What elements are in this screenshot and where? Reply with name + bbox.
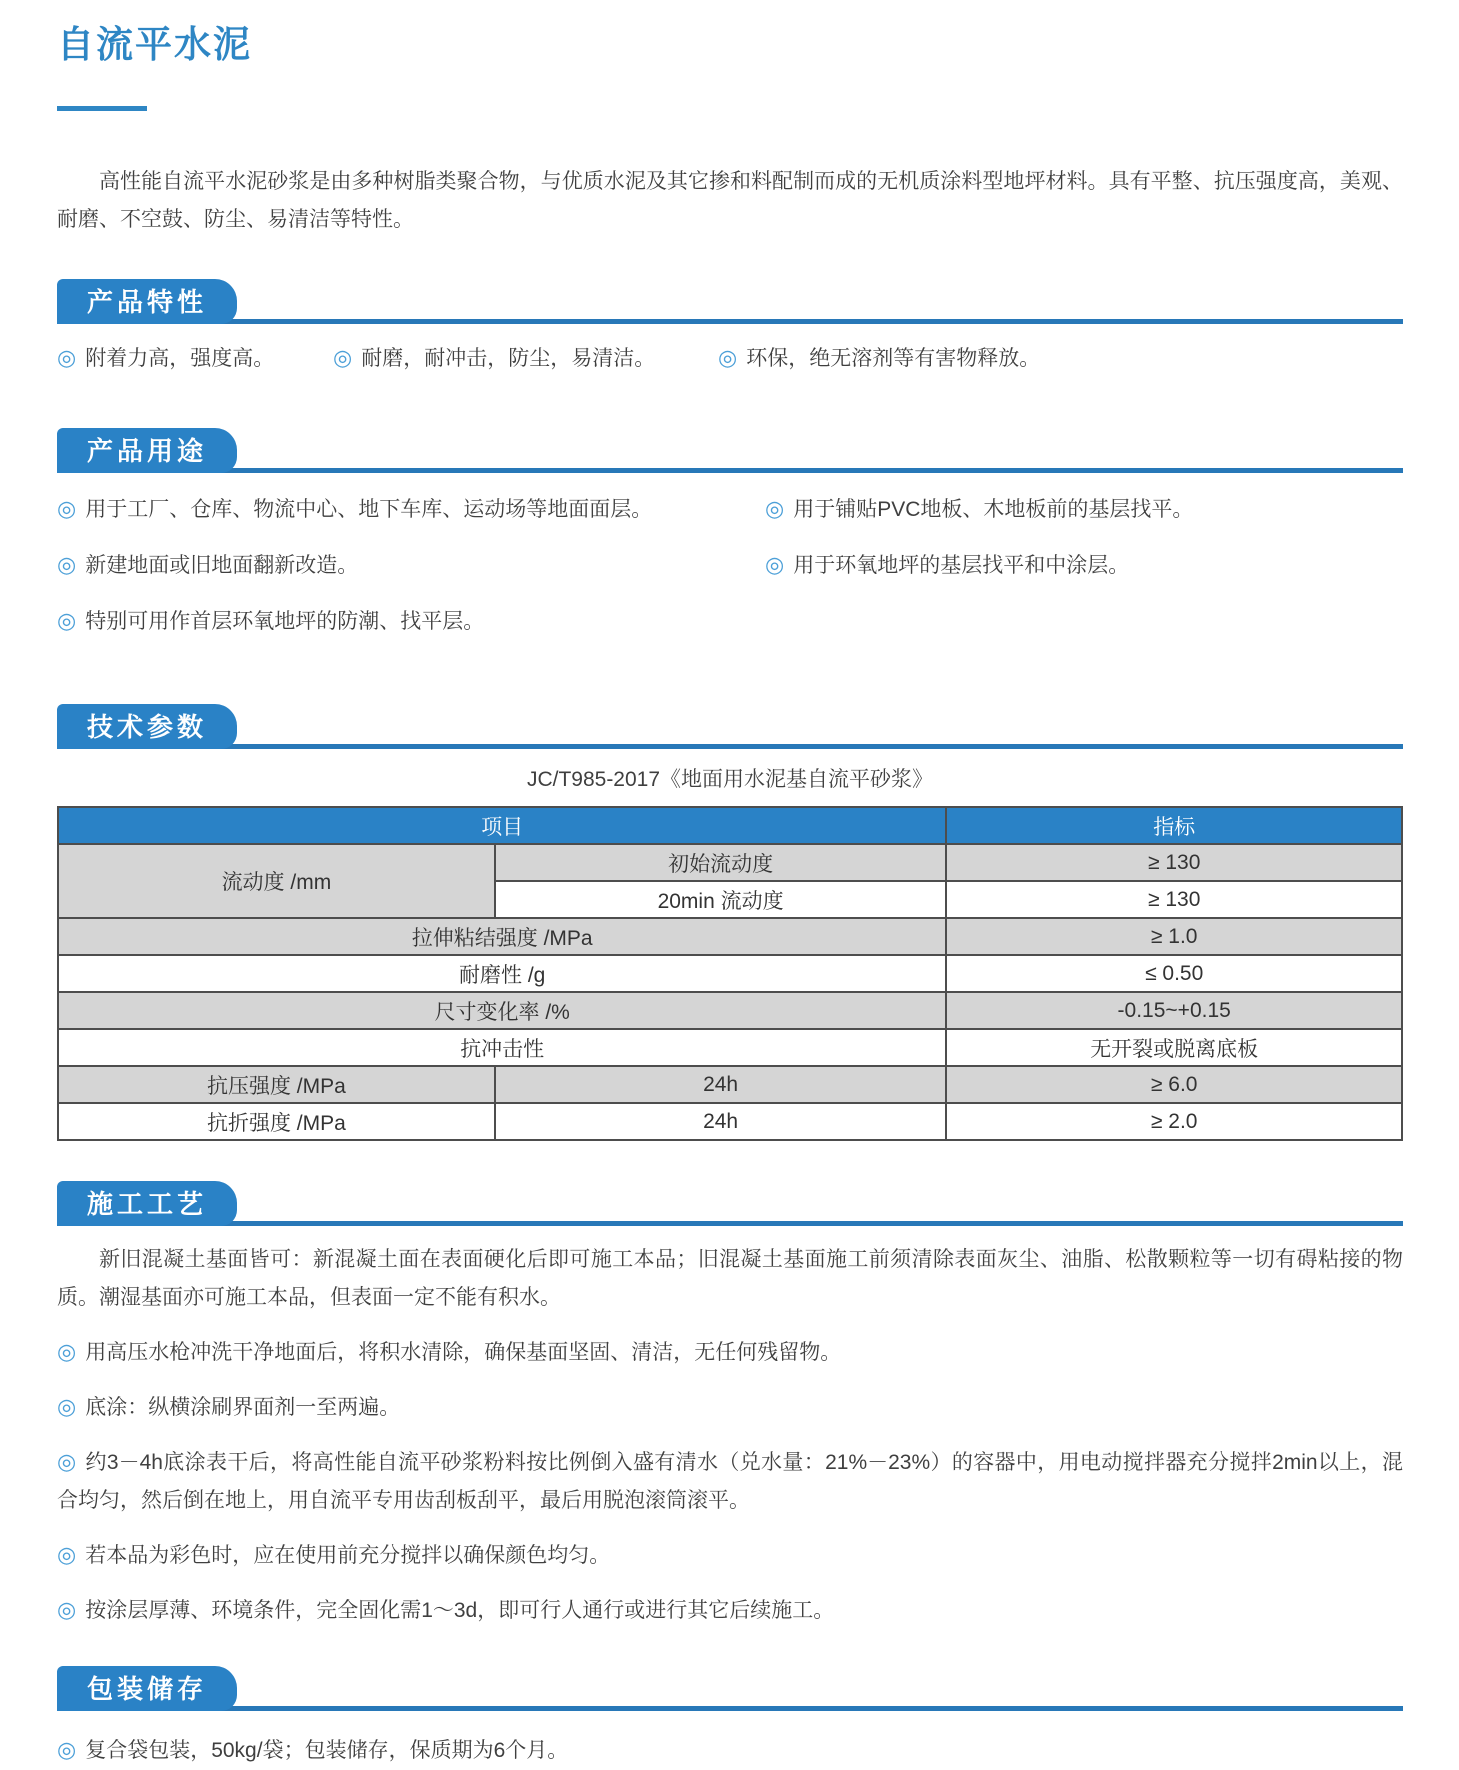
document-page xyxy=(57,0,1403,1770)
bullet-icon: ◎ xyxy=(57,1449,77,1474)
list-item xyxy=(57,602,765,641)
section-header-packaging xyxy=(57,1666,1403,1711)
table-header-index: 指标 xyxy=(946,807,1402,844)
cell-label: 抗冲击性 xyxy=(58,1029,946,1066)
list-item xyxy=(57,1536,1403,1575)
list-item xyxy=(57,1591,1403,1630)
bullet-icon: ◎ xyxy=(57,608,77,633)
bullet-icon: ◎ xyxy=(57,1737,77,1762)
cell-value: ≥ 1.0 xyxy=(946,918,1402,955)
cell-value: ≥ 130 xyxy=(946,881,1402,918)
list-item xyxy=(57,1388,1403,1427)
section-header-uses xyxy=(57,428,1403,473)
cell-label: 20min 流动度 xyxy=(495,881,947,918)
table-row xyxy=(58,992,1402,1029)
bullet-icon: ◎ xyxy=(57,1339,77,1364)
list-item xyxy=(57,490,765,529)
list-item xyxy=(57,1731,1403,1770)
list-item-text: 用于环氧地坪的基层找平和中涂层。 xyxy=(793,554,1130,577)
section-tab-process: 施工工艺 xyxy=(57,1181,237,1226)
list-item-text: 环保，绝无溶剂等有害物释放。 xyxy=(746,347,1041,370)
section-header-features xyxy=(57,279,1403,324)
cell-label: 耐磨性 /g xyxy=(58,955,946,992)
bullet-icon: ◎ xyxy=(57,1542,77,1567)
bullet-icon: ◎ xyxy=(718,345,738,370)
bullet-icon: ◎ xyxy=(765,496,785,521)
list-item-text: 底涂：纵横涂刷界面剂一至两遍。 xyxy=(85,1396,401,1419)
list-item-text: 特别可用作首层环氧地坪的防潮、找平层。 xyxy=(85,610,485,633)
spec-table-caption: JC/T985-2017《地面用水泥基自流平砂浆》 xyxy=(526,768,934,791)
process-paragraph: 新旧混凝土基面皆可：新混凝土面在表面硬化后即可施工本品；旧混凝土基面施工前须清除表面灰尘、油脂、松散颗粒等一切有碍粘接的物质。潮湿基面亦可施工本品，但表面一定不能有积水。 xyxy=(57,1248,1403,1309)
table-row xyxy=(58,918,1402,955)
uses-list xyxy=(57,490,1403,658)
list-item xyxy=(57,1443,1403,1520)
table-row xyxy=(58,1066,1402,1103)
cell-label: 初始流动度 xyxy=(495,844,947,881)
cell-value: 无开裂或脱离底板 xyxy=(946,1029,1402,1066)
packaging-list xyxy=(57,1731,1403,1770)
cell-value: ≤ 0.50 xyxy=(946,955,1402,992)
list-item xyxy=(718,339,1040,378)
table-row xyxy=(58,955,1402,992)
cell-age: 24h xyxy=(495,1066,947,1103)
section-tab-features: 产品特性 xyxy=(57,279,237,324)
table-row xyxy=(58,844,1402,881)
list-item-text: 新建地面或旧地面翻新改造。 xyxy=(85,554,359,577)
list-item-text: 用于工厂、仓库、物流中心、地下车库、运动场等地面面层。 xyxy=(85,498,653,521)
cell-age: 24h xyxy=(495,1103,947,1140)
list-item xyxy=(57,546,765,585)
bullet-icon: ◎ xyxy=(57,345,77,370)
list-item xyxy=(765,546,1403,585)
section-header-specs xyxy=(57,704,1403,749)
section-tab-packaging: 包装储存 xyxy=(57,1666,237,1711)
list-item-text: 按涂层厚薄、环境条件，完全固化需1～3d，即可行人通行或进行其它后续施工。 xyxy=(85,1599,835,1622)
section-tab-uses: 产品用途 xyxy=(57,428,237,473)
cell-value: ≥ 6.0 xyxy=(946,1066,1402,1103)
uses-column-right xyxy=(765,490,1403,658)
list-item-text: 约3－4h底涂表干后，将高性能自流平砂浆粉料按比例倒入盛有清水（兑水量：21%－23%）的容器中，用电动搅拌器充分搅拌2min以上，混合均匀，然后倒在地上，用自流平专用齿刮板刮平，最后用脱泡滚筒滚平。 xyxy=(57,1451,1403,1512)
cell-value: ≥ 2.0 xyxy=(946,1103,1402,1140)
list-item-text: 附着力高，强度高。 xyxy=(85,347,275,370)
cell-group-label: 流动度 /mm xyxy=(58,844,495,918)
bullet-icon: ◎ xyxy=(57,1597,77,1622)
list-item xyxy=(333,339,718,378)
table-header-row xyxy=(58,807,1402,844)
features-list xyxy=(57,339,1403,378)
cell-value: ≥ 130 xyxy=(946,844,1402,881)
bullet-icon: ◎ xyxy=(57,552,77,577)
uses-column-left xyxy=(57,490,765,658)
bullet-icon: ◎ xyxy=(765,552,785,577)
section-tab-specs: 技术参数 xyxy=(57,704,237,749)
cell-label: 抗折强度 /MPa xyxy=(58,1103,495,1140)
table-header-item: 项目 xyxy=(58,807,946,844)
bullet-icon: ◎ xyxy=(57,1394,77,1419)
cell-value: -0.15~+0.15 xyxy=(946,992,1402,1029)
table-row xyxy=(58,1103,1402,1140)
table-row xyxy=(58,1029,1402,1066)
title-underline-dash xyxy=(57,106,147,111)
list-item xyxy=(57,1333,1403,1372)
cell-label: 尺寸变化率 /% xyxy=(58,992,946,1029)
bullet-icon: ◎ xyxy=(333,345,353,370)
section-header-process xyxy=(57,1181,1403,1226)
list-item xyxy=(765,490,1403,529)
bullet-icon: ◎ xyxy=(57,496,77,521)
list-item-text: 用于铺贴PVC地板、木地板前的基层找平。 xyxy=(793,498,1194,521)
list-item-text: 复合袋包装，50kg/袋；包装储存，保质期为6个月。 xyxy=(85,1739,569,1762)
spec-table xyxy=(57,806,1403,1141)
list-item-text: 若本品为彩色时，应在使用前充分搅拌以确保颜色均匀。 xyxy=(85,1544,611,1567)
cell-label: 抗压强度 /MPa xyxy=(58,1066,495,1103)
intro-paragraph: 高性能自流平水泥砂浆是由多种树脂类聚合物，与优质水泥及其它掺和料配制而成的无机质涂料型地坪材料。具有平整、抗压强度高，美观、耐磨、不空鼓、防尘、易清洁等特性。 xyxy=(57,170,1403,231)
list-item xyxy=(57,339,333,378)
list-item-text: 耐磨，耐冲击，防尘，易清洁。 xyxy=(361,347,656,370)
cell-label: 拉伸粘结强度 /MPa xyxy=(58,918,946,955)
list-item-text: 用高压水枪冲洗干净地面后，将积水清除，确保基面坚固、清洁，无任何残留物。 xyxy=(85,1341,842,1364)
page-title: 自流平水泥 xyxy=(57,24,252,65)
process-list xyxy=(57,1333,1403,1630)
